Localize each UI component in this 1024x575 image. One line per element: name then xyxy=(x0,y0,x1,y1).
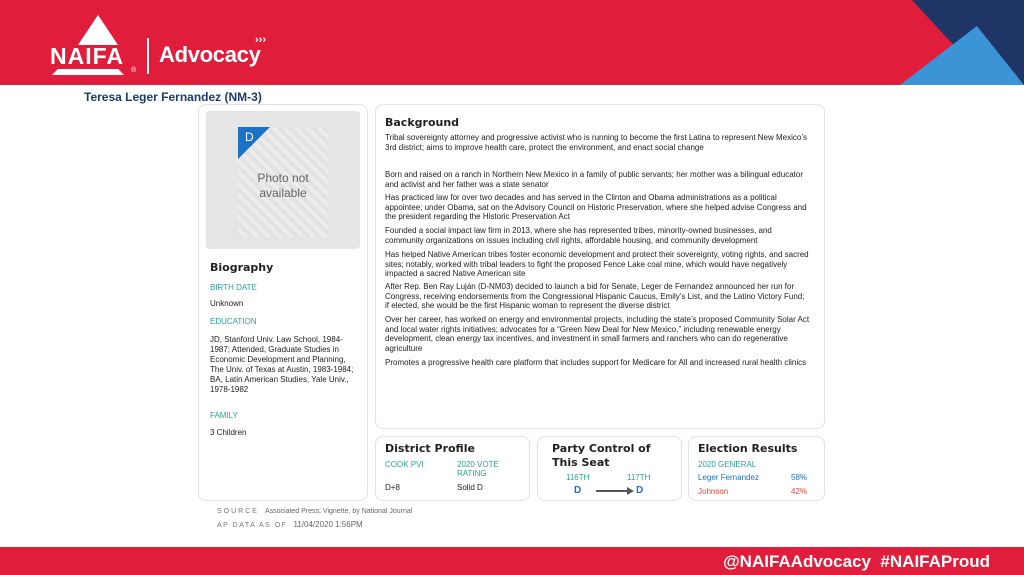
vote-rating-value: Solid D xyxy=(457,483,483,492)
ap-data-label: AP DATA AS OF xyxy=(217,522,288,529)
registered-mark: ® xyxy=(131,67,137,74)
candidate-pct-opponent: 42% xyxy=(791,487,808,496)
background-paragraph: After Rep. Ben Ray Luján (D-NM03) decided to launch a bid for Senate, Leger de Fernandez announced her run for Congress, receiving endorsements from the Congressional Hispanic Caucus, Emily’s List, and the Latino Victory Fund; if elected, she would be the first Hispanic woman to represent the diverse district xyxy=(385,282,805,310)
page-title: Teresa Leger Fernandez (NM-3) xyxy=(84,90,262,104)
candidate-name-opponent: Johnson xyxy=(698,487,729,496)
transition-arrow-icon xyxy=(596,490,628,492)
section-name: Advocacy xyxy=(159,42,261,67)
logo-triangle-icon xyxy=(78,15,118,45)
district-profile-heading: District Profile xyxy=(385,442,475,455)
background-paragraph: Promotes a progressive health care platform that includes support for Medicare for All and increased rural health clinics xyxy=(385,358,807,367)
background-paragraph: Over her career, has worked on energy and environmental projects, including the state’s proposed Community Solar Act and local water rights initiatives; advocates for a “Green New Deal for New Mexico,” including renewable energy development, clean energy tax incentives, and investment in small farmers and ranchers who can do regenerative agriculture xyxy=(385,315,810,353)
photo-not-available-text: Photo not available xyxy=(257,171,309,200)
logo-divider xyxy=(147,38,149,74)
from-congress-label: 116TH xyxy=(566,473,590,482)
background-paragraph: Has practiced law for over two decades and has served in the Clinton and Obama administrations as a political appointee; under Obama, sat on the Advisory Council on Historic Preservation, where she helped advise Congress and the president regarding the Historic Preservation Act xyxy=(385,193,807,221)
family-label: FAMILY xyxy=(210,411,238,420)
ap-data-timestamp: 11/04/2020 1:56PM xyxy=(293,520,363,529)
ap-data-line xyxy=(217,520,363,529)
party-control-heading: Party Control of This Seat xyxy=(552,442,651,469)
biography-card xyxy=(198,104,368,501)
birth-date-label: BIRTH DATE xyxy=(210,283,257,292)
candidate-name-winner: Leger Fernandez xyxy=(698,473,759,482)
election-type-label: 2020 GENERAL xyxy=(698,460,757,469)
education-label: EDUCATION xyxy=(210,317,257,326)
photo-placeholder xyxy=(206,111,360,249)
background-heading: Background xyxy=(385,116,460,129)
naifa-logo[interactable] xyxy=(50,15,140,77)
background-paragraph: Born and raised on a ranch in Northern New Mexico in a family of public servants; her mother was a bilingual educator and activist and her father was a state senator xyxy=(385,170,803,189)
cook-pvi-label: COOK PVI xyxy=(385,460,424,469)
from-party-value: D xyxy=(574,485,582,496)
source-line xyxy=(217,508,412,515)
source-label: SOURCE xyxy=(217,508,259,515)
vote-rating-label: 2020 VOTE RATING xyxy=(457,460,499,478)
arrow-head-icon xyxy=(627,487,634,495)
background-paragraph: Has helped Native American tribes foster economic development and protect their sovereignty, voting rights, and sacred sites; notably, worked with tribal leaders to fight the proposed Fence Lake coal mine, which would have negatively impacted a sacred Native American site xyxy=(385,250,809,278)
arrows-icon: ››› xyxy=(255,34,266,46)
biography-heading: Biography xyxy=(210,261,274,274)
candidate-pct-winner: 58% xyxy=(791,473,808,482)
background-card xyxy=(375,104,825,429)
header-banner xyxy=(0,0,1024,85)
to-congress-label: 117TH xyxy=(627,473,651,482)
education-value: JD, Stanford Univ. Law School, 1984-1987; Attended, Graduate Studies in Economic Development and Planning, The Univ. of Texas at Austin, 1983-1984; BA, Latin American Studies, Yale Univ., 1978-1982 xyxy=(210,335,354,394)
logo-band xyxy=(52,69,124,75)
birth-date-value: Unknown xyxy=(210,299,244,308)
to-party-value: D xyxy=(636,485,644,496)
background-paragraph: Founded a social impact law firm in 2013, where she has represented tribes, minority-owned businesses, and community organizations on issues including civil rights, affordable housing, and community development xyxy=(385,226,772,245)
background-paragraph: Tribal sovereignty attorney and progressive activist who is running to become the first Latina to represent New Mexico’s 3rd district; aims to improve health care, protect the environment, and enact social change xyxy=(385,133,807,152)
footer-hashtags: @NAIFAAdvocacy #NAIFAProud xyxy=(723,552,990,571)
logo-text: NAIFA xyxy=(50,43,124,69)
party-letter: D xyxy=(245,130,254,144)
family-value: 3 Children xyxy=(210,428,247,437)
election-results-heading: Election Results xyxy=(698,442,798,455)
source-text: Associated Press; Vignette, by National Journal xyxy=(264,508,413,515)
cook-pvi-value: D+8 xyxy=(385,483,400,492)
footer-banner xyxy=(0,547,1024,575)
